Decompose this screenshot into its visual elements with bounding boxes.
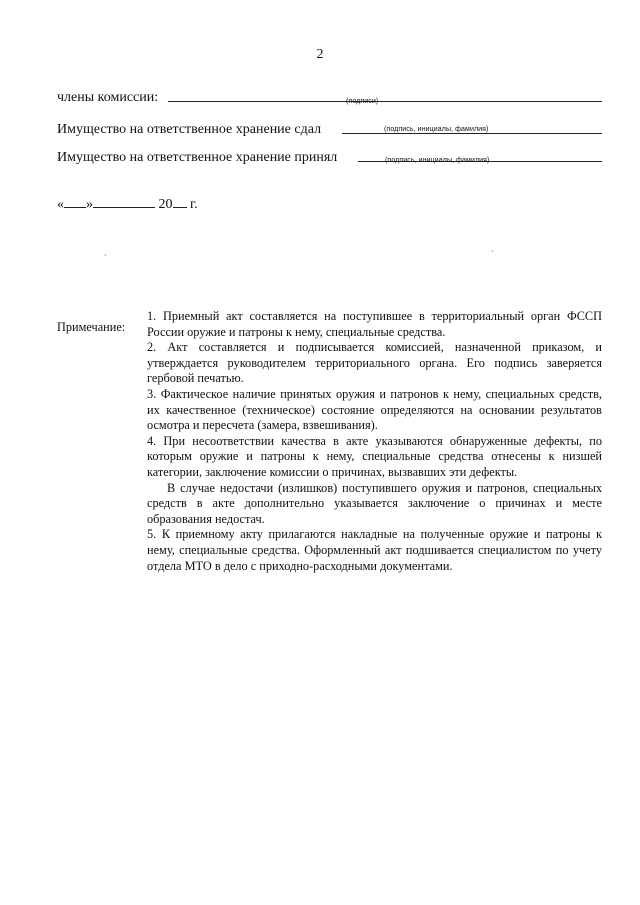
- note-item: 2. Акт составляется и подписывается комиссией, назначенной приказом, и утверждается руководителем территориального органа. Его подпись заверяется гербовой печатью.: [147, 340, 602, 386]
- notes-list: [147, 309, 602, 574]
- handed-over-caption: (подпись, инициалы, фамилия): [384, 126, 489, 133]
- scan-speck: ˎ: [491, 242, 494, 252]
- date-open-quote: «: [57, 197, 64, 212]
- note-item: 1. Приемный акт составляется на поступившее в территориальный орган ФССП России оружие и патроны к нему, специальные средства.: [147, 309, 602, 339]
- note-item: В случае недостачи (излишков) поступившего оружия и патронов, специальных средств в акте дополнительно указывается заключение о причинах и месте образования недостач.: [147, 480, 602, 526]
- year-blank: [173, 196, 187, 208]
- accepted-label: Имущество на ответственное хранение принял: [57, 150, 338, 165]
- year-prefix: 20: [158, 197, 173, 212]
- date-line: [57, 196, 198, 213]
- note-label: Примечание:: [57, 320, 126, 334]
- commission-members-caption: (подписи): [346, 98, 379, 105]
- page-number: 2: [316, 47, 324, 62]
- commission-members-signature-line: [168, 101, 602, 102]
- date-close-quote: »: [86, 197, 93, 212]
- scan-speck: ˎ: [104, 246, 107, 256]
- accepted-caption: (подпись, инициалы, фамилия): [385, 157, 490, 164]
- handed-over-label: Имущество на ответственное хранение сдал: [57, 122, 322, 137]
- month-blank: [93, 196, 155, 208]
- handed-over-signature-line: [342, 133, 602, 134]
- note-item: 5. К приемному акту прилагаются накладные на полученные оружие и патроны к нему, специальные средства. Оформленный акт подшивается специалистом по учету отдела МТО в дело с приходно-расходными документами.: [147, 527, 602, 573]
- note-item: 3. Фактическое наличие принятых оружия и патронов к нему, специальных средств, их качественное (техническое) состояние определяются на основании результатов осмотра и пересчета (замера, взвешивания).: [147, 386, 602, 433]
- year-suffix: г.: [190, 197, 198, 212]
- commission-members-label: члены комиссии:: [57, 90, 159, 105]
- day-blank: [64, 196, 86, 208]
- note-item: 4. При несоответствии качества в акте указываются обнаруженные дефекты, по которым оружие и патроны к нему, специальные средства отнесены к низшей категории, заключение комиссии о причинах, вызвавших эти дефекты.: [147, 433, 602, 479]
